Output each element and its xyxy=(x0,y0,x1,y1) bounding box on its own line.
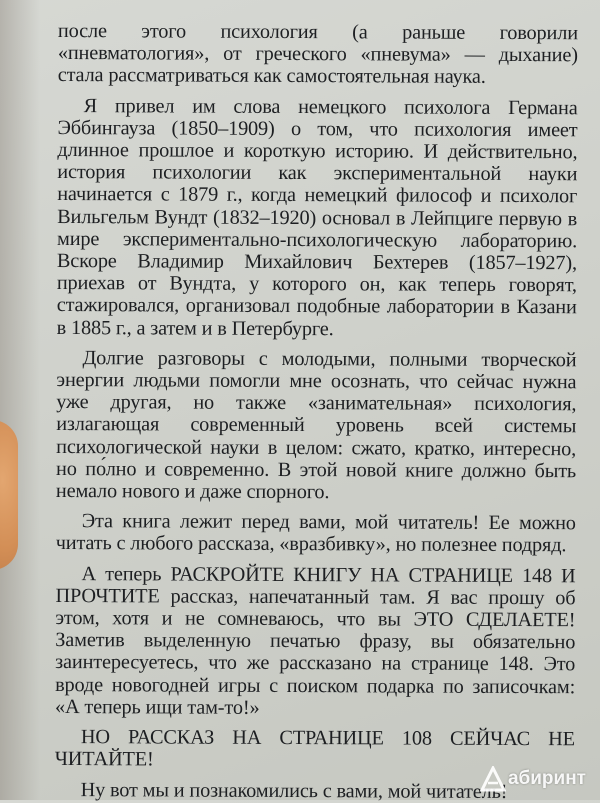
paragraph-1: после этого психология (а раньше говорили «пневматология», от греческого «пневума» — дыхание) стала рассматриваться как самостоятельная наука. xyxy=(57,20,578,89)
paragraph-6: НО РАССКАЗ НА СТРАНИЦЕ 108 СЕЙЧАС НЕ ЧИТАЙТЕ! xyxy=(54,726,575,771)
watermark-text: абиринт xyxy=(507,768,586,789)
paragraph-2: Я привел им слова немецкого психолога Германа Эббингауза (1850–1909) о том, что психология имеет длинное прошлое и короткую историю. И действительно, история психологии как экспериментальной науки начинается с 1879 г., когда немецкий философ и психолог Вильгельм Вундт (1832–1920) основал в Лейпциге первую в мире экспериментально-психологическую лабораторию. Вскоре Владимир Михайлович Бехтерев (1857–1927), приехав от Вундта, у которого он, как теперь говорят, стажировался, организовал подобные лаборатории в Казани в 1885 г., а затем и в Петербурге. xyxy=(56,94,578,340)
watermark xyxy=(480,766,586,792)
page-shadow xyxy=(0,0,40,800)
paragraph-5: А теперь РАСКРОЙТЕ КНИГУ НА СТРАНИЦЕ 148 И ПРОЧТИТЕ рассказ, напечатанный там. Я вас прошу об этом, хотя и не сомневаюсь, что вы ЭТО СДЕЛАЕТЕ! Заметив выделенную печатью фразу, вы обязательно заинтересуетесь, что же рассказано на странице 148. Это вроде новогодней игры с поиском подарка по записочкам: «А теперь ищи там-то!» xyxy=(54,562,576,719)
labirint-logo-icon xyxy=(480,766,506,792)
finger-holding-page xyxy=(0,420,18,570)
paragraph-7: Ну вот мы и познакомились с вами, мой читатель! xyxy=(80,778,508,803)
book-page-text xyxy=(55,20,578,803)
paragraph-3: Долгие разговоры с молодыми, полными творческой энергии людьми помогли мне осознать, что сейчас нужна уже другая, но также «занимательная» психология, излагающая современный уровень всей системы психологической науки в целом: сжато, кратко, интересно, но по́лно и современно. В этой новой книге должно быть немало нового и даже спорного. xyxy=(55,346,577,504)
paragraph-4: Эта книга лежит перед вами, мой читатель! Ее можно читать с любого рассказа, «вразбивку», но полезнее подряд. xyxy=(55,510,576,557)
